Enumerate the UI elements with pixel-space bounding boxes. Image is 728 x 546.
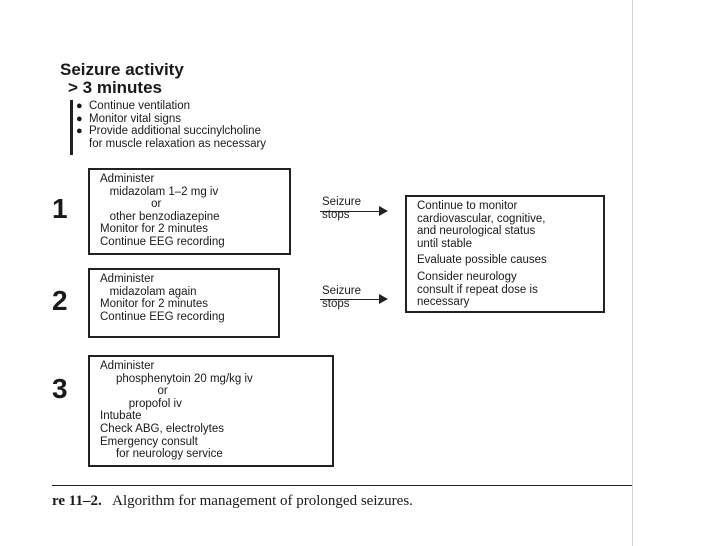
outcome-line: Evaluate possible causes (417, 254, 547, 267)
outcome-box (405, 195, 605, 313)
step-3-line: for neurology service (100, 448, 223, 461)
step-2-line: Continue EEG recording (100, 310, 225, 323)
heading-line-2: > 3 minutes (68, 78, 163, 97)
step-2-arrow-icon (320, 299, 386, 300)
step-1-line: Administer (100, 173, 155, 185)
caption-label: re 11–2. (52, 493, 102, 509)
outcome-paragraph (417, 271, 593, 309)
step-1-line: other benzodiazepine (100, 210, 220, 223)
step-3-box (88, 355, 334, 467)
caption-divider (52, 485, 632, 486)
bullet-icon: ● (76, 112, 83, 125)
bullet-icon: ● (76, 125, 83, 137)
outcome-line: cardiovascular, cognitive, (417, 212, 546, 225)
step-1-arrow-icon (320, 211, 386, 212)
step-3-line: or (100, 385, 168, 398)
initial-actions-list (70, 100, 266, 155)
bullet-icon: ● (76, 100, 83, 112)
step-1-line: Continue EEG recording (100, 235, 225, 248)
outcome-line: Consider neurology (417, 270, 517, 283)
caption-text: Algorithm for management of prolonged seizures. (112, 493, 413, 509)
step-3-number: 3 (52, 373, 68, 404)
outcome-paragraph (417, 254, 593, 267)
arrow-label-line: Seizure (322, 196, 361, 208)
step-2-arrow-label (322, 285, 361, 311)
outcome-line: until stable (417, 237, 472, 250)
step-2-line: Administer (100, 273, 155, 285)
figure-caption (52, 493, 413, 510)
outcome-line: Continue to monitor (417, 200, 518, 212)
step-1-line: or (100, 198, 162, 211)
outcome-line: necessary (417, 296, 470, 309)
step-2-line: midazolam again (100, 285, 197, 298)
arrow-label-line: stops (322, 209, 350, 221)
step-3-line: Administer (100, 360, 155, 372)
initial-action-item: ● Continue ventilation (76, 100, 191, 112)
initial-action-continuation: for muscle relaxation as necessary (89, 137, 267, 150)
step-3-line: Check ABG, electrolytes (100, 422, 224, 435)
outcome-line: consult if repeat dose is (417, 283, 538, 296)
step-1-number: 1 (52, 193, 68, 224)
heading-line-1: Seizure activity (60, 60, 184, 79)
step-1-line: midazolam 1–2 mg iv (100, 185, 219, 198)
step-3-line: propofol iv (100, 397, 182, 410)
step-3-line: phosphenytoin 20 mg/kg iv (100, 372, 253, 385)
arrow-label-line: Seizure (322, 285, 361, 297)
step-1-box (88, 168, 291, 255)
step-2-number: 2 (52, 285, 68, 316)
step-1-line: Monitor for 2 minutes (100, 223, 209, 236)
step-3-line: Intubate (100, 410, 142, 423)
step-1-arrow-label (322, 196, 361, 222)
outcome-paragraph (417, 200, 593, 250)
page-edge-divider (632, 0, 633, 546)
arrow-label-line: stops (322, 298, 350, 310)
initial-action-item: ● Monitor vital signs (76, 112, 182, 125)
initial-action-item: ● Provide additional succinylcholine (76, 125, 261, 137)
outcome-line: and neurological status (417, 225, 536, 238)
step-2-line: Monitor for 2 minutes (100, 298, 209, 311)
step-2-box (88, 268, 280, 338)
step-3-line: Emergency consult (100, 435, 198, 448)
